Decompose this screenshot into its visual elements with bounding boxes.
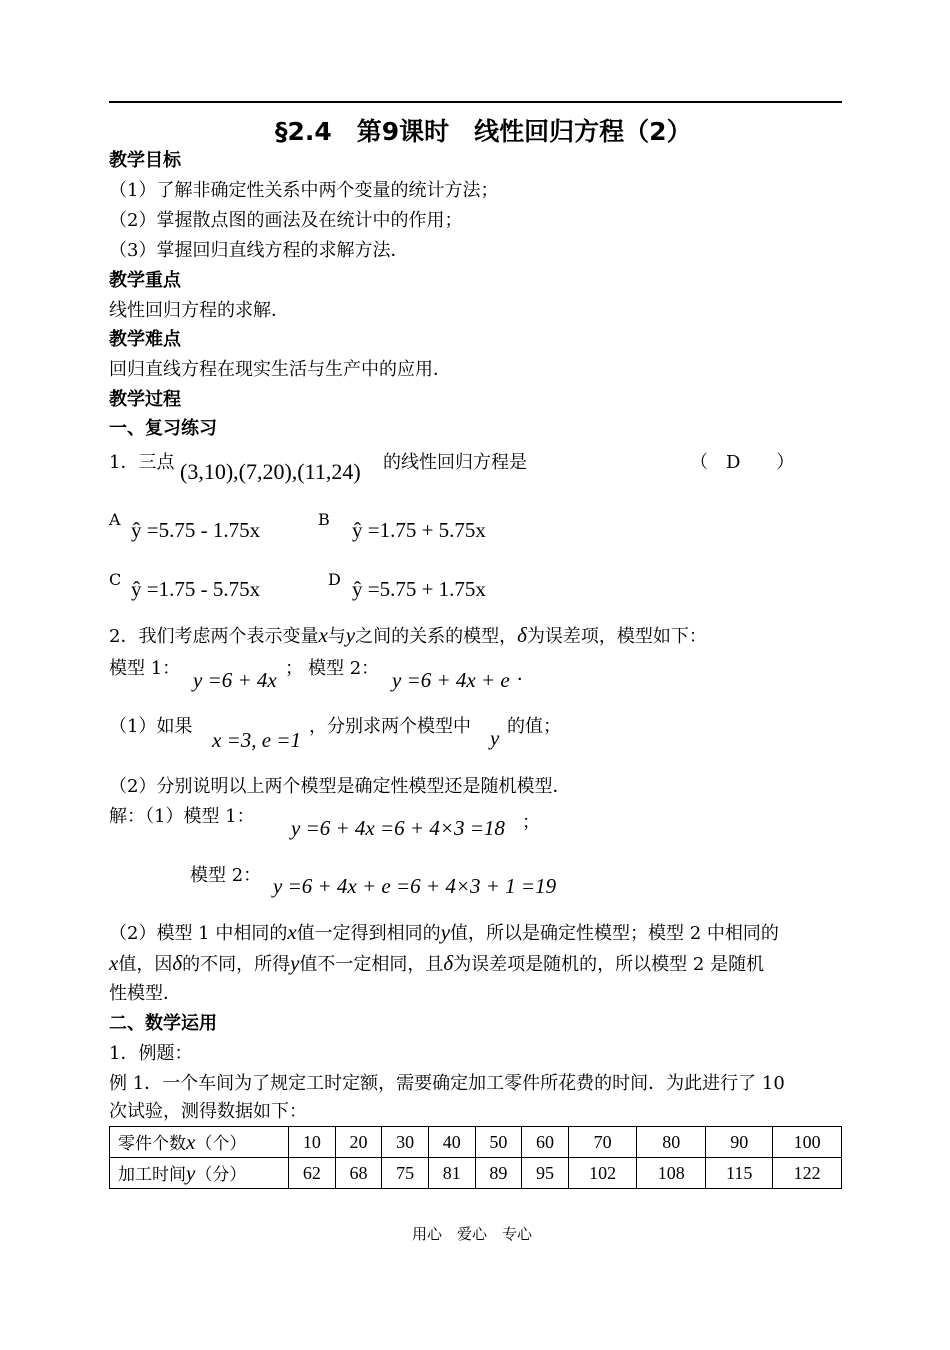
solution1-end: ； [522, 812, 540, 833]
explanation-line: x值，因δ的不同，所得y值不一定相同，且δ为误差项是随机的，所以模型 2 是随机 [109, 951, 765, 975]
table-row [110, 1158, 842, 1189]
table-cell: 60 [522, 1127, 569, 1158]
goal-item: （2）掌握散点图的画法及在统计中的作用； [109, 210, 463, 231]
keypoint-text: 线性回归方程的求解． [109, 300, 289, 321]
difficulty-text: 回归直线方程在现实生活与生产中的应用． [109, 359, 451, 380]
model1-formula: y =6 + 4x [193, 668, 277, 692]
model-end: ． [517, 664, 535, 685]
table-cell: 75 [382, 1158, 429, 1189]
difficulty-heading: 教学难点 [109, 329, 181, 350]
option-letter: D [328, 570, 341, 589]
q1-prefix: 1．三点 [109, 452, 175, 473]
row-header: 零件个数x（个） [110, 1127, 289, 1158]
table-cell: 90 [706, 1127, 773, 1158]
option-letter: A [109, 510, 121, 529]
q1-answer: （ D ） [690, 452, 795, 473]
keypoint-heading: 教学重点 [109, 270, 181, 291]
table-cell: 80 [637, 1127, 706, 1158]
table-cell: 50 [475, 1127, 522, 1158]
table-cell: 68 [335, 1158, 382, 1189]
page-title: §2.4 第9课时 线性回归方程（2） [275, 117, 692, 146]
table-cell: 95 [522, 1158, 569, 1189]
section-review-heading: 一、复习练习 [109, 418, 217, 439]
q1-suffix: 的线性回归方程是 [383, 452, 527, 473]
option-formula: ŷ =1.75 + 5.75x [352, 518, 486, 542]
explanation-line: 性模型． [109, 983, 181, 1004]
q2-sub2: （2）分别说明以上两个模型是确定性模型还是随机模型． [109, 776, 571, 797]
goal-item: （3）掌握回归直线方程的求解方法． [109, 240, 409, 261]
option-formula: ŷ =5.75 - 1.75x [131, 518, 261, 542]
table-cell: 40 [428, 1127, 475, 1158]
option-formula: ŷ =5.75 + 1.75x [352, 577, 486, 601]
solution1-formula: y =6 + 4x =6 + 4×3 =18 [291, 816, 505, 840]
table-cell: 20 [335, 1127, 382, 1158]
q2-sub1-a: （1）如果 [109, 716, 193, 737]
explanation-line: （2）模型 1 中相同的x值一定得到相同的y值，所以是确定性模型；模型 2 中相同的 [109, 920, 779, 944]
table-cell: 62 [289, 1158, 336, 1189]
table-cell: 10 [289, 1127, 336, 1158]
top-rule [109, 101, 842, 103]
table-cell: 102 [568, 1158, 637, 1189]
model2-formula: y =6 + 4x + e [392, 668, 510, 692]
option-formula: ŷ =1.75 - 5.75x [131, 577, 261, 601]
process-heading: 教学过程 [109, 389, 181, 410]
table-cell: 81 [428, 1158, 475, 1189]
goal-item: （1）了解非确定性关系中两个变量的统计方法； [109, 180, 499, 201]
var-y: y [490, 726, 500, 750]
table-cell: 30 [382, 1127, 429, 1158]
example-heading: 1．例题： [109, 1043, 193, 1064]
q2-sub1-formula: x =3, e =1 [212, 728, 301, 752]
table-cell: 70 [568, 1127, 637, 1158]
model2-label: 模型 2： [308, 658, 380, 679]
option-letter: C [109, 570, 122, 589]
goals-heading: 教学目标 [109, 150, 181, 171]
table-cell: 115 [706, 1158, 773, 1189]
solution2-formula: y =6 + 4x + e =6 + 4×3 + 1 =19 [273, 874, 557, 898]
q2-sub1-b: ，分别求两个模型中 [309, 716, 471, 737]
page-footer: 用心 爱心 专心 [412, 1225, 533, 1243]
option-letter: B [318, 510, 330, 529]
table-cell: 89 [475, 1158, 522, 1189]
q2-statement: 2．我们考虑两个表示变量x与y之间的关系的模型，δ为误差项，模型如下： [109, 623, 707, 647]
model-separator: ； [285, 658, 303, 679]
table-cell: 108 [637, 1158, 706, 1189]
table-row [110, 1127, 842, 1158]
data-table [109, 1126, 842, 1189]
q1-points: (3,10),(7,20),(11,24) [180, 459, 361, 484]
model1-label: 模型 1： [109, 658, 181, 679]
table-cell: 122 [773, 1158, 842, 1189]
table-cell: 100 [773, 1127, 842, 1158]
example1-line: 次试验，测得数据如下： [109, 1101, 307, 1122]
solution-label: 解：（1）模型 1： [109, 806, 255, 827]
example1-line: 例 1．一个车间为了规定工时定额，需要确定加工零件所花费的时间．为此进行了 10 [109, 1073, 785, 1094]
section-application-heading: 二、数学运用 [109, 1013, 217, 1034]
solution2-label: 模型 2： [190, 865, 262, 886]
row-header: 加工时间y（分） [110, 1158, 289, 1189]
q2-sub1-c: 的值； [507, 716, 561, 737]
